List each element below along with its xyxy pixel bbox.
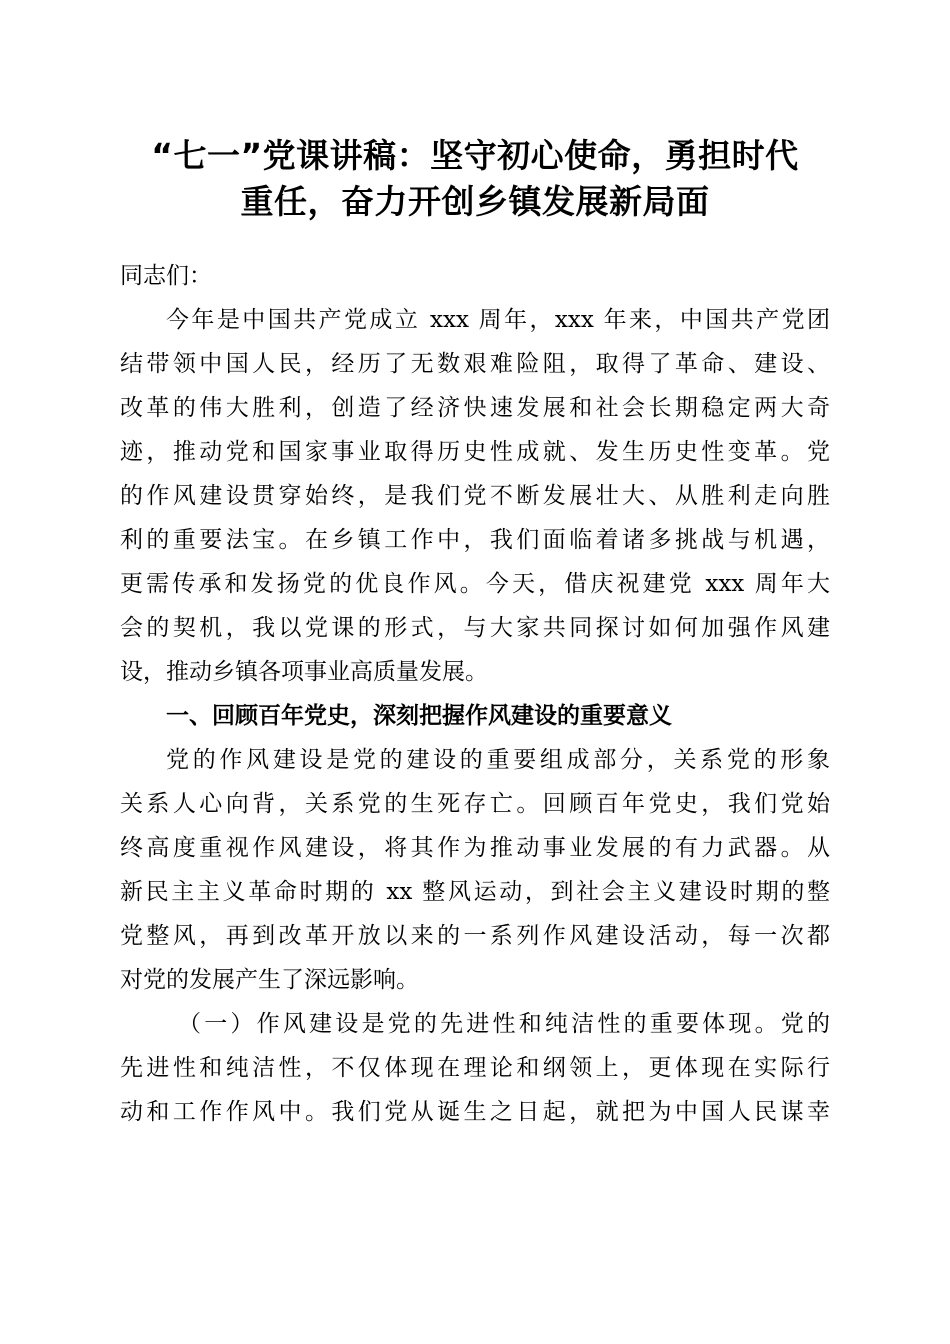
paragraph-line: 设，推动乡镇各项事业高质量发展。	[120, 659, 488, 685]
paragraph-line: 党的作风建设是党的建设的重要组成部分，关系党的形象	[166, 747, 830, 773]
paragraph-line: 改革的伟大胜利，创造了经济快速发展和社会长期稳定两大奇	[120, 395, 830, 421]
document-body	[120, 254, 830, 1134]
paragraph-line: 迹，推动党和国家事业取得历史性成就、发生历史性变革。党	[120, 439, 830, 465]
paragraph-line: 利的重要法宝。在乡镇工作中，我们面临着诸多挑战与机遇，	[120, 527, 830, 553]
paragraph-line: 的作风建设贯穿始终，是我们党不断发展壮大、从胜利走向胜	[120, 483, 830, 509]
paragraph-line: 今年是中国共产党成立 xxx 周年，xxx 年来，中国共产党团	[166, 307, 830, 333]
title-line: 重任，奋力开创乡镇发展新局面	[240, 182, 710, 221]
section-heading: 一、回顾百年党史，深刻把握作风建设的重要意义	[166, 703, 672, 729]
paragraph-line: 新民主主义革命时期的 xx 整风运动，到社会主义建设时期的整	[120, 879, 830, 905]
paragraph-line: 会的契机，我以党课的形式，与大家共同探讨如何加强作风建	[120, 615, 830, 641]
paragraph-line: 党整风，再到改革开放以来的一系列作风建设活动，每一次都	[120, 923, 830, 949]
paragraph-line: 对党的发展产生了深远影响。	[120, 967, 419, 993]
paragraph-line: （一）作风建设是党的先进性和纯洁性的重要体现。党的	[178, 1011, 830, 1037]
paragraph-line: 终高度重视作风建设，将其作为推动事业发展的有力武器。从	[120, 835, 830, 861]
greeting: 同志们：	[120, 263, 212, 289]
paragraph-line: 先进性和纯洁性，不仅体现在理论和纲领上，更体现在实际行	[120, 1055, 830, 1081]
paragraph-2	[120, 738, 830, 1002]
paragraph-3	[120, 1002, 830, 1134]
paragraph-1	[120, 298, 830, 694]
paragraph-line: 关系人心向背，关系党的生死存亡。回顾百年党史，我们党始	[120, 791, 830, 817]
title-line: “七一”党课讲稿：坚守初心使命，勇担时代	[151, 136, 799, 175]
paragraph-line: 结带领中国人民，经历了无数艰难险阻，取得了革命、建设、	[120, 351, 830, 377]
paragraph-line: 更需传承和发扬党的优良作风。今天，借庆祝建党 xxx 周年大	[120, 571, 830, 597]
document-title	[100, 133, 850, 225]
paragraph-line: 动和工作作风中。我们党从诞生之日起，就把为中国人民谋幸	[120, 1099, 830, 1125]
